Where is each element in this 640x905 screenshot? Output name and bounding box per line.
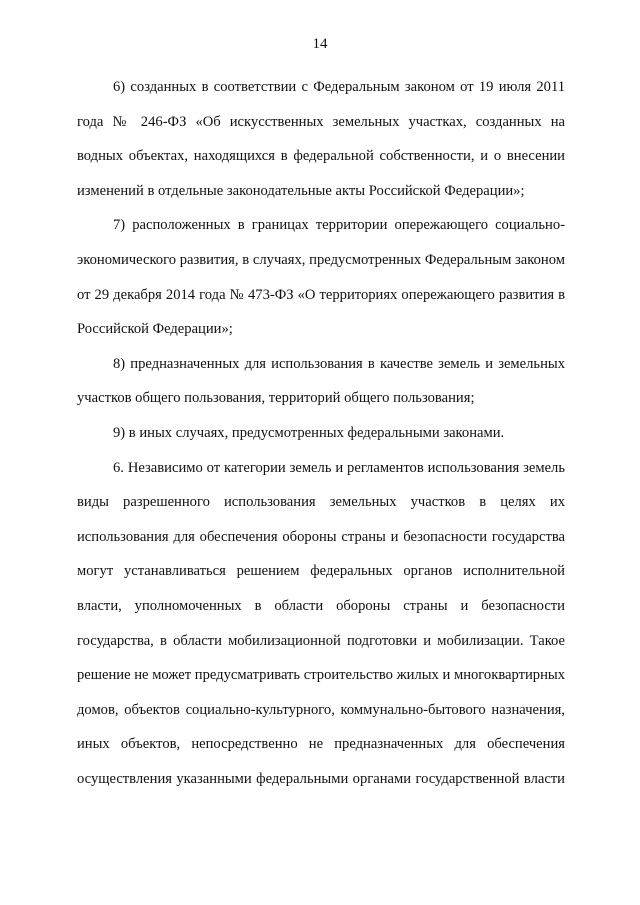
document-body — [77, 70, 565, 796]
paragraph-item-6: 6) созданных в соответствии с Федеральным законом от 19 июля 2011 года № 246-ФЗ «Об искусственных земельных участках, созданных на водных объектах, находящихся в федеральной собственности, и о внесении изменений в отдельные законодательные акты Российской Федерации»; — [77, 79, 565, 199]
paragraph-section-6: 6. Независимо от категории земель и регламентов использования земель виды разрешенного использования земельных участков в целях их использования для обеспечения обороны страны и безопасности государства могут устанавливаться решением федеральных органов исполнительной власти, уполномоченных в области обороны страны и безопасности государства, в области мобилизационной подготовки и мобилизации. Такое решение не может предусматривать строительство жилых и многоквартирных домов, объектов социально-культурного, коммунально-бытового назначения, иных объектов, непосредственно не предназначенных для обеспечения осуществления указанными федеральными органами государственной власти — [77, 459, 565, 787]
paragraph-item-9: 9) в иных случаях, предусмотренных федеральными законами. — [113, 424, 505, 441]
paragraph-item-7: 7) расположенных в границах территории опережающего социально-экономического развития, в случаях, предусмотренных Федеральным законом от 29 декабря 2014 года № 473-ФЗ «О территориях опережающего развития в Российской Федерации»; — [77, 217, 565, 338]
page-number: 14 — [312, 36, 328, 52]
paragraph-item-8: 8) предназначенных для использования в качестве земель и земельных участков общего пользования, территорий общего пользования; — [77, 355, 565, 407]
